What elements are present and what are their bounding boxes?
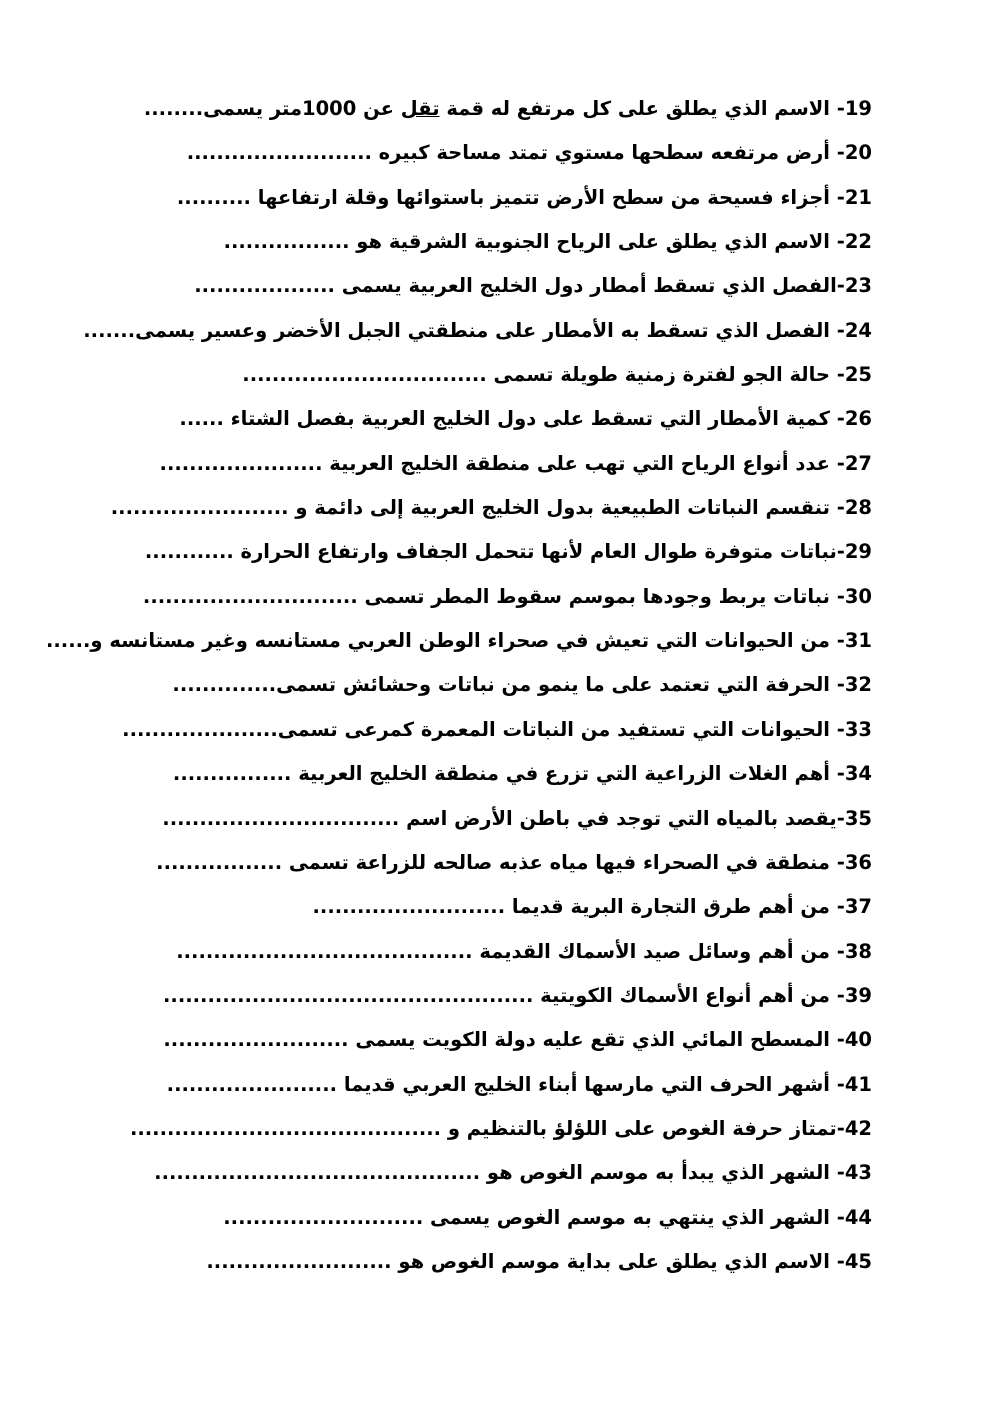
question-34: 34- أهم الغلات الزراعية التي تزرع في منطقة الخليج العربية ................ (172, 762, 872, 786)
question-27: 27- عدد أنواع الرياح التي تهب على منطقة الخليج العربية ...................... (159, 451, 872, 475)
question-19-text-end: عن 1000متر يسمى........ (143, 97, 401, 120)
question-list (45, 87, 872, 1284)
question-41: 41- أشهر الحرف التي مارسها أبناء الخليج العربي قديما ....................... (166, 1072, 872, 1096)
question-44: 44- الشهر الذي ينتهي به موسم الغوص يسمى ........................... (223, 1205, 872, 1229)
question-31: 31- من الحيوانات التي تعيش في صحراء الوطن العربي مستانسه وغير مستانسه و...... (45, 629, 872, 653)
question-19-text-start: - الاسم الذي يطلق على كل مرتفع له قمة (439, 97, 845, 120)
question-43: 43- الشهر الذي يبدأ به موسم الغوص هو ............................................ (154, 1161, 872, 1185)
question-29: 29-نباتات متوفرة طوال العام لأنها تتحمل الجفاف وارتفاع الحرارة ............ (144, 540, 872, 564)
question-25: 25- حالة الجو لفترة زمنية طويلة تسمى ................................. (242, 363, 872, 387)
question-35: 35-يقصد بالمياه التي توجد في باطن الأرض اسم ................................ (162, 806, 872, 830)
question-19: 19- الاسم الذي يطلق على كل مرتفع له قمة تقل عن 1000متر يسمى........ (143, 97, 872, 120)
question-20: 20- أرض مرتفعه سطحها مستوي تمتد مساحة كبيره ......................... (186, 141, 872, 165)
question-36: 36- منطقة في الصحراء فيها مياه عذبه صالحه للزراعة تسمى ................. (156, 850, 872, 874)
question-37: 37- من أهم طرق التجارة البرية قديما .......................... (312, 895, 872, 919)
question-32: 32- الحرفة التي تعتمد على ما ينمو من نباتات وحشائش تسمى.............. (172, 673, 872, 697)
question-39: 39- من أهم أنواع الأسماك الكويتية .................................................. (163, 983, 872, 1007)
question-22: 22- الاسم الذي يطلق على الرياح الجنوبية الشرقية هو ................. (223, 230, 872, 254)
question-42: 42-تمتاز حرفة الغوص على اللؤلؤ بالتنظيم و .......................................... (129, 1116, 872, 1140)
question-26: 26- كمية الأمطار التي تسقط على دول الخليج العربية بفصل الشتاء ...... (179, 407, 872, 431)
question-21: 21- أجزاء فسيحة من سطح الأرض تتميز باستوائها وقلة ارتفاعها .......... (176, 185, 872, 209)
question-38: 38- من أهم وسائل صيد الأسماك القديمة ........................................ (176, 939, 872, 963)
question-24: 24- الفصل الذي تسقط به الأمطار على منطقتي الجبل الأخضر وعسير يسمى....... (83, 318, 872, 342)
question-19-underlined-word: تقل (400, 97, 440, 120)
question-33: 33- الحيوانات التي تستفيد من النباتات المعمرة كمرعى تسمى..................... (122, 717, 872, 741)
question-28: 28- تنقسم النباتات الطبيعية بدول الخليج العربية إلى دائمة و ........................ (110, 496, 872, 520)
question-45: 45- الاسم الذي يطلق على بداية موسم الغوص هو ......................... (206, 1249, 872, 1273)
question-40: 40- المسطح المائي الذي تقع عليه دولة الكويت يسمى ......................... (163, 1028, 872, 1052)
question-30: 30- نباتات يربط وجودها بموسم سقوط المطر تسمى ............................. (142, 584, 872, 608)
question-23: 23-الفصل الذي تسقط أمطار دول الخليج العربية يسمى ................... (194, 274, 872, 298)
